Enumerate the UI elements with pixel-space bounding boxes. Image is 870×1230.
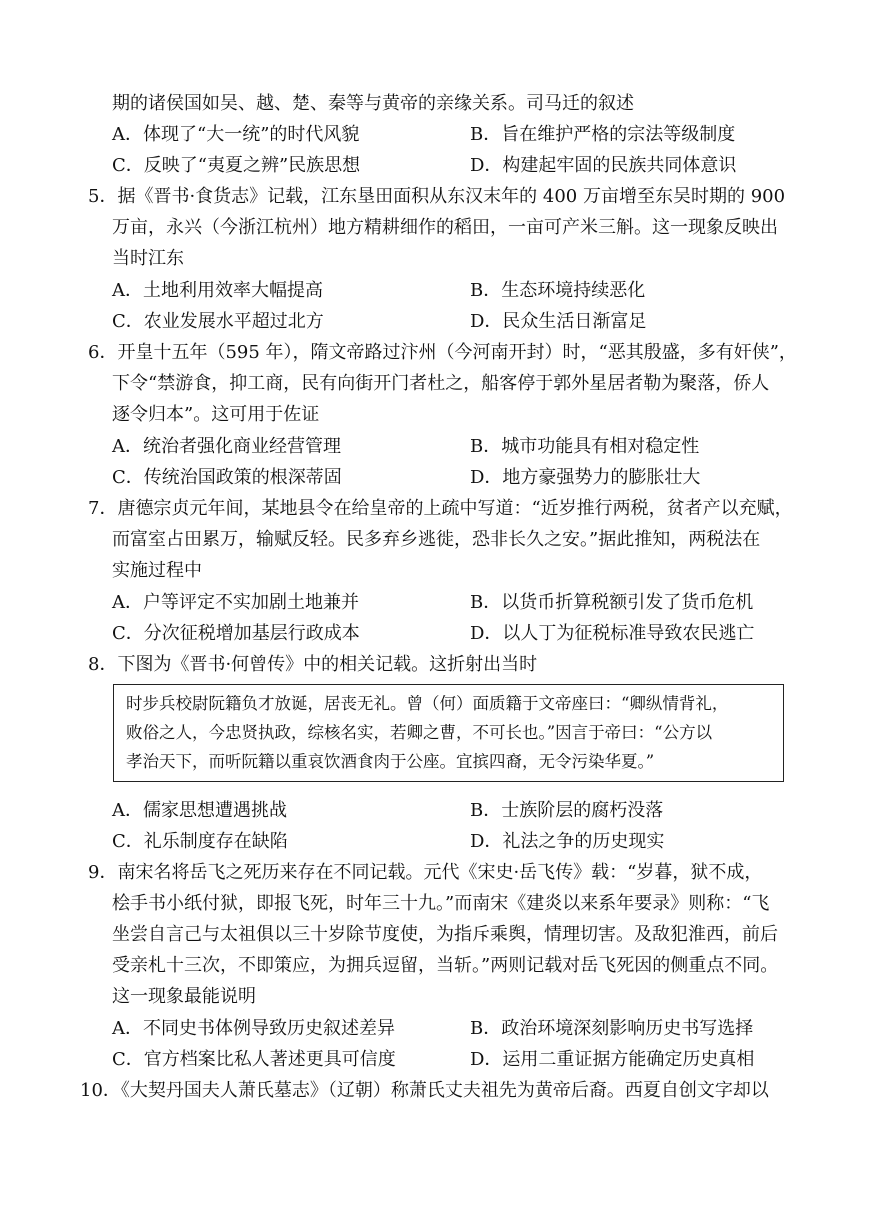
q6-stem-line-3: 逐令归本”。这可用于佐证 xyxy=(112,404,320,425)
q5-option-b: B．生态环境持续恶化 xyxy=(470,280,646,301)
q9-option-d: D．运用二重证据方能确定历史真相 xyxy=(470,1049,755,1070)
q9-option-b: B．政治环境深刻影响历史书写选择 xyxy=(470,1018,754,1039)
q8-option-a: A．儒家思想遭遇挑战 xyxy=(112,800,287,821)
q6-option-c: C．传统治国政策的根深蒂固 xyxy=(112,467,342,488)
q6-option-d: D．地方豪强势力的膨胀壮大 xyxy=(470,467,701,488)
q8-option-d: D．礼法之争的历史现实 xyxy=(470,831,665,852)
q6-option-a: A．统治者强化商业经营管理 xyxy=(112,436,341,457)
q7-option-d: D．以人丁为征税标准导致农民逃亡 xyxy=(470,623,755,644)
q4-option-c: C．反映了“夷夏之辨”民族思想 xyxy=(112,155,361,176)
q7-stem-line-1: 7．唐德宗贞元年间，某地县令在给皇帝的上疏中写道：“近岁推行两税，贫者产以充赋， xyxy=(88,498,793,519)
q7-stem-line-2: 而富室占田累万，输赋反轻。民多弃乡逃徙，恐非长久之安。”据此推知，两税法在 xyxy=(112,529,761,550)
q4-option-a: A．体现了“大一统”的时代风貌 xyxy=(112,124,360,145)
q7-stem-line-3: 实施过程中 xyxy=(112,560,202,581)
q5-option-d: D．民众生活日渐富足 xyxy=(470,311,647,332)
q9-stem-line-4: 受亲札十三次，不即策应，为拥兵逗留，当斩。”两则记载对岳飞死因的侧重点不同。 xyxy=(112,955,779,976)
q5-option-a: A．土地利用效率大幅提高 xyxy=(112,280,323,301)
q9-stem-line-5: 这一现象最能说明 xyxy=(112,986,256,1007)
q9-option-c: C．官方档案比私人著述更具可信度 xyxy=(112,1049,396,1070)
q8-quote-line-2: 败俗之人，今忠贤执政，综核名实，若卿之曹，不可长也。”因言于帝曰：“公方以 xyxy=(126,723,713,742)
q4-stem-continued: 期的诸侯国如吴、越、楚、秦等与黄帝的亲缘关系。司马迁的叙述 xyxy=(112,93,634,114)
q6-stem-line-1: 6．开皇十五年（595 年），隋文帝路过汴州（今河南开封）时，“恶其殷盛，多有奸侠”， xyxy=(88,342,797,363)
q7-option-c: C．分次征税增加基层行政成本 xyxy=(112,623,360,644)
q8-option-b: B．士族阶层的腐朽没落 xyxy=(470,800,664,821)
q5-option-c: C．农业发展水平超过北方 xyxy=(112,311,324,332)
q9-stem-line-2: 桧手书小纸付狱，即报飞死，时年三十九。”而南宋《建炎以来系年要录》则称：“飞 xyxy=(112,893,770,914)
q5-stem-line-2: 万亩，永兴（今浙江杭州）地方精耕细作的稻田，一亩可产米三斛。这一现象反映出 xyxy=(112,217,778,238)
q4-option-b: B．旨在维护严格的宗法等级制度 xyxy=(470,124,736,145)
q8-quote-box xyxy=(113,684,784,782)
q9-stem-line-3: 坐尝自言己与太祖俱以三十岁除节度使，为指斥乘舆，情理切害。及敌犯淮西，前后 xyxy=(112,924,778,945)
q8-quote-line-1: 时步兵校尉阮籍负才放诞，居丧无礼。曾（何）面质籍于文帝座曰：“卿纵情背礼， xyxy=(126,694,729,713)
q5-stem-line-1: 5．据《晋书·食货志》记载，江东垦田面积从东汉末年的 400 万亩增至东吴时期的 900 xyxy=(88,186,786,207)
q5-stem-line-3: 当时江东 xyxy=(112,248,184,269)
q9-stem-line-1: 9．南宋名将岳飞之死历来存在不同记载。元代《宋史·岳飞传》载：“岁暮，狱不成， xyxy=(88,862,763,883)
q6-option-b: B．城市功能具有相对稳定性 xyxy=(470,436,700,457)
q6-stem-line-2: 下令“禁游食，抑工商，民有向街开门者杜之，船客停于郭外星居者勒为聚落，侨人 xyxy=(112,373,770,394)
q8-stem-line-1: 8．下图为《晋书·何曾传》中的相关记载。这折射出当时 xyxy=(88,654,538,675)
q7-option-a: A．户等评定不实加剧土地兼并 xyxy=(112,592,359,613)
q10-stem-line-1: 10．《大契丹国夫人萧氏墓志》（辽朝）称萧氏丈夫祖先为黄帝后裔。西夏自创文字却以 xyxy=(80,1080,769,1101)
q4-option-d: D．构建起牢固的民族共同体意识 xyxy=(470,155,737,176)
q8-option-c: C．礼乐制度存在缺陷 xyxy=(112,831,288,852)
q9-option-a: A．不同史书体例导致历史叙述差异 xyxy=(112,1018,395,1039)
q7-option-b: B．以货币折算税额引发了货币危机 xyxy=(470,592,754,613)
q8-quote-line-3: 孝治天下，而听阮籍以重哀饮酒食肉于公座。宜摈四裔，无令污染华夏。” xyxy=(126,752,655,771)
